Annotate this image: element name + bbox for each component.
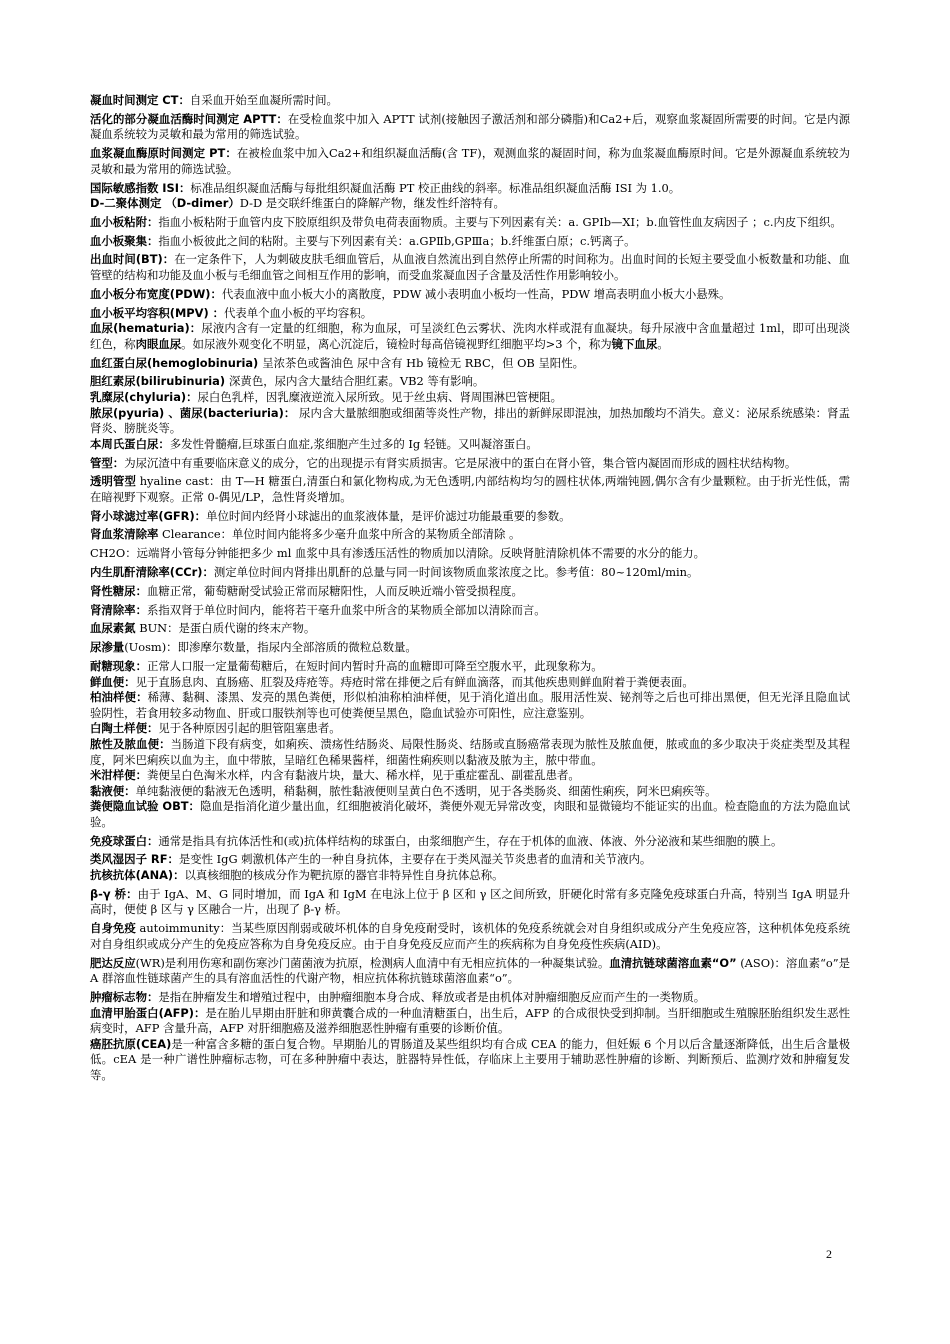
entry-renal-glucosuria — [90, 584, 850, 600]
entry-clay-stool — [90, 721, 850, 737]
entry-tumor-marker — [90, 990, 850, 1006]
entry-text: Clearance：单位时间内能将多少毫升血浆中所含的某物质全部清除 。 — [158, 527, 521, 542]
entry-text: autoimmunity：当某些原因削弱或破坏机体的自身免疫耐受时，该机体的免疫系统就会对自身组织或成分产生免疫应答，这种机体免疫系统对自身组织或成分产生的免疫应答称为自身免疫反应。由于自身免疫反应而产生的疾病称为自身免疫性疾病(AID)。 — [90, 921, 850, 951]
entry-uosm — [90, 640, 850, 656]
entry-term: 透明管型 — [90, 474, 136, 489]
entry-term: 血小板分布宽度(PDW)： — [90, 286, 222, 301]
entry-text: 正常人口服一定量葡萄糖后，在短时间内暂时升高的血糖即可降至空腹水平，此现象称为。 — [146, 658, 603, 673]
entry-cast — [90, 456, 850, 472]
entry-term: 癌胚抗原(CEA) — [90, 1036, 172, 1051]
entry-text: (WR)是利用伤寒和副伤寒沙门菌菌液为抗原，检测病人血清中有无相应抗体的一种凝集试验。 — [135, 955, 610, 970]
entry-term: 肿瘤标志物： — [90, 989, 159, 1004]
entry-term: 血小板粘附： — [90, 214, 159, 229]
entry-term: 血尿(hematuria)： — [90, 321, 202, 336]
entry-text: 系指双肾于单位时间内，能将若干毫升血浆中所含的某物质全部加以清除而言。 — [146, 602, 546, 617]
entry-afp — [90, 1006, 850, 1037]
entry-obt — [90, 799, 850, 830]
entry-term: 抗核抗体(ANA)： — [90, 868, 185, 883]
entry-text: 。如尿液外观变化不明显，离心沉淀后，镜检时每高倍镜视野红细胞平均>3 个，称为 — [181, 336, 612, 351]
entry-term: β-γ 桥： — [90, 886, 138, 901]
entry-text: 是指在肿瘤发生和增殖过程中，由肿瘤细胞本身合成、释放或者是由机体对肿瘤细胞反应而产生的一类物质。 — [158, 989, 706, 1004]
entry-aptt — [90, 112, 850, 143]
entry-text: 多发性骨髓瘤,巨球蛋白血症,浆细胞产生过多的 Ig 轻链。又叫凝溶蛋白。 — [169, 436, 538, 451]
entry-mpv — [90, 306, 850, 322]
entry-text: D-D 是交联纤维蛋白的降解产物，继发性纤溶特有。 — [239, 196, 505, 211]
entry-ana — [90, 868, 850, 884]
page-number: 2 — [826, 1247, 832, 1261]
entry-text: 以真核细胞的核成分作为靶抗原的器官非特异性自身抗体总称。 — [184, 868, 504, 883]
entry-term: 血尿素氮 — [90, 621, 136, 636]
entry-text: 呈浓茶色或酱油色 尿中含有 Hb 镜检无 RBC，但 OB 呈阳性。 — [262, 355, 584, 370]
entry-hematuria — [90, 321, 850, 352]
entry-term: 国际敏感指数 ISI： — [90, 180, 191, 195]
entry-term: 白陶土样便： — [90, 721, 159, 736]
entry-hemoglobinuria — [90, 356, 850, 372]
entry-text: 代表血液中血小板大小的离散度，PDW 减小表明血小板均一性高，PDW 增高表明血小板大小悬殊。 — [221, 286, 731, 301]
entry-term: 管型： — [90, 455, 125, 470]
entry-text: 是在胎儿早期由肝脏和卵黄囊合成的一种血清糖蛋白，出生后，AFP 的合成很快受到抑制。当肝细胞或生殖腺胚胎组织发生恶性病变时，AFP 含量升高，AFP 对肝细胞癌及滋养细胞恶性肿瘤有重要的诊断价值。 — [90, 1005, 850, 1036]
entry-term: 耐糖现象： — [90, 658, 147, 673]
entry-d-dimer — [90, 196, 850, 212]
entry-term: 本周氏蛋白尿： — [90, 436, 170, 451]
entry-hyaline-cast — [90, 474, 850, 505]
entry-term: 血小板聚集： — [90, 233, 159, 248]
entry-text: 指血小板粘附于血管内皮下胶原组织及带负电荷表面物质。主要与下列因素有关：a. GPⅠb—XI；b.血管性血友病因子 ；c.内皮下组织。 — [158, 214, 842, 229]
entry-text: 是变性 IgG 刺激机体产生的一种自身抗体，主要存在于类风湿关节炎患者的血清和关节液内。 — [178, 852, 652, 867]
entry-tarry-stool — [90, 690, 850, 721]
entry-term: 血清抗链球菌溶血素“O” — [609, 955, 737, 970]
entry-term: 活化的部分凝血活酶时间测定 APTT： — [90, 111, 288, 126]
entry-text: 是一种富含多糖的蛋白复合物。早期胎儿的胃肠道及某些组织均有合成 CEA 的能力，但妊娠 6 个月以后含量逐渐降低，出生后含量极低。cEA 是一种广谱性肿瘤标志物，可在多种肿瘤中表达，脏器特异性低，存临床上主要用于辅助恶性肿瘤的诊断、判断预后、监测疗效和肿瘤复发等。 — [90, 1036, 850, 1082]
entry-glucose-tolerance — [90, 659, 850, 675]
entry-term: 肾性糖尿： — [90, 583, 147, 598]
entry-mucus-stool — [90, 784, 850, 800]
entry-widal-aso — [90, 956, 850, 987]
entry-term: 肾血浆清除率 — [90, 527, 159, 542]
entry-text: 单纯黏液便的黏液无色透明，稍黏稠，脓性黏液便则呈黄白色不透明，见于各类肠炎、细菌性痢疾，阿米巴痢疾等。 — [135, 783, 717, 798]
entry-fresh-blood-stool — [90, 675, 850, 691]
entry-autoimmunity — [90, 921, 850, 952]
entry-text: 尿液内含有一定量的红细胞，称为血尿，可呈淡红色云雾状、洗肉水样或混有血凝块。每升尿液中含血量超过 1ml，即可出现淡红色，称 — [90, 321, 850, 351]
entry-rice-water-stool — [90, 768, 850, 784]
entry-text: 见于直肠息肉、直肠癌、肛裂及痔疮等。痔疮时常在排便之后有鲜血滴落，而其他疾患则鲜血附着于粪便表面。 — [135, 674, 694, 689]
entry-term: 血小板平均容积(MPV) ： — [90, 305, 225, 320]
document-body — [90, 93, 850, 1084]
entry-term: 肥达反应 — [90, 955, 136, 970]
entry-text: 见于各种原因引起的胆管阻塞患者。 — [158, 721, 341, 736]
entry-ch2o — [90, 546, 850, 562]
entry-term: 鲜血便： — [90, 674, 136, 689]
entry-text: 深黄色，尿内含大量结合胆红素。VB2 等有影响。 — [229, 374, 485, 389]
entry-text: 。 — [657, 336, 669, 351]
entry-pt — [90, 146, 850, 177]
entry-term: 自身免疫 — [90, 921, 136, 936]
entry-term: 脓尿(pyuria) 、菌尿(bacteriuria)： — [90, 405, 296, 420]
entry-isi — [90, 181, 850, 197]
entry-rf — [90, 852, 850, 868]
entry-term: 尿渗量 — [90, 640, 125, 655]
entry-term: 粪便隐血试验 OBT： — [90, 799, 200, 814]
entry-text: CH2O：远端肾小管每分钟能把多少 ml 血浆中具有渗透压活性的物质加以清除。反映肾脏清除机体不需要的水分的能力。 — [90, 546, 706, 561]
entry-text: 隐血是指消化道少量出血，红细胞被消化破坏，粪便外观无异常改变，肉眼和显微镜均不能证实的出血。检查隐血的方法为隐血试验。 — [90, 799, 850, 829]
entry-text: 在受检血浆中加入 APTT 试剂(接触因子激活剂和部分磷脂)和Ca2+后，观察血浆凝固所需要的时间。它是内源凝血系统较为灵敏和最为常用的筛选试验。 — [90, 111, 850, 142]
entry-platelet-aggregation — [90, 234, 850, 250]
entry-text: 标准品组织凝血活酶与每批组织凝血活酶 PT 校正曲线的斜率。标准品组织凝血活酶 ISI 为 1.0。 — [190, 180, 681, 195]
entry-text: 通常是指具有抗体活性和(或)抗体样结构的球蛋白，由浆细胞产生，存在于机体的血液、体液、外分泌液和某些细胞的膜上。 — [158, 833, 783, 848]
entry-text: 测定单位时间内肾排出肌酐的总量与同一时间该物质血浆浓度之比。参考值：80~120ml/min。 — [213, 565, 699, 580]
entry-text: 自采血开始至血凝所需时间。 — [189, 93, 338, 107]
entry-term: 凝血时间测定 CT： — [90, 93, 190, 107]
entry-term: 胆红素尿(bilirubinuria) — [90, 374, 230, 389]
entry-term: 柏油样便： — [90, 690, 148, 705]
entry-beta-gamma-bridge — [90, 887, 850, 918]
entry-bence-jones — [90, 437, 850, 453]
entry-clearance — [90, 527, 850, 543]
entry-pus-blood-stool — [90, 737, 850, 768]
entry-text: 在被检血浆中加入Ca2+和组织凝血活酶(含 TF)，观测血浆的凝固时间，称为血浆凝血酶原时间。它是外源凝血系统较为灵敏和最为常用的筛选试验。 — [90, 146, 850, 176]
entry-chyluria — [90, 390, 850, 406]
entry-gfr — [90, 509, 850, 525]
entry-text: 在一定条件下，人为刺破皮肤毛细血管后，从血液自然流出到自然停止所需的时间称为。出血时间的长短主要受血小板数量和功能、血管壁的结构和功能及血小板与毛细血管之间相互作用的影响，而受血浆凝血因子含量及活性作用影响较小。 — [90, 252, 850, 283]
entry-term: 免疫球蛋白： — [90, 833, 159, 848]
entry-term: 类风湿因子 RF： — [90, 852, 179, 867]
entry-term: 血清甲胎蛋白(AFP)： — [90, 1005, 206, 1020]
entry-ct — [90, 93, 850, 109]
entry-text: hyaline cast：由 T—H 糖蛋白,清蛋白和氯化物构成,为无色透明,内部结构均匀的圆柱状体,两端钝圆,偶尔含有少量颗粒。由于折光性低，需在暗视野下观察。正常 0-偶见/LP，急性肾炎增加。 — [90, 474, 850, 504]
entry-term: 米泔样便： — [90, 768, 147, 783]
entry-text: 当肠道下段有病变，如痢疾、溃疡性结肠炎、局限性肠炎、结肠或直肠癌常表现为脓性及脓血便，脓或血的多少取决于炎症类型及其程度，阿米巴痢疾以血为主，血中带脓，呈暗红色稀果酱样，细菌性痢疾则以黏液及脓为主，脓中带血。 — [90, 736, 850, 767]
entry-text: 为尿沉渣中有重要临床意义的成分，它的出现提示有肾实质损害。它是尿液中的蛋白在肾小管，集合管内凝固而形成的圆柱状结构物。 — [124, 455, 797, 470]
entry-immunoglobulin — [90, 834, 850, 850]
entry-term: 肾小球滤过率(GFR)： — [90, 508, 207, 523]
entry-text: 尿白色乳样，因乳糜液逆流入尿所致。见于丝虫病、肾周围淋巴管梗阻。 — [197, 389, 562, 404]
entry-term: 黏液便： — [90, 783, 136, 798]
entry-bun — [90, 621, 850, 637]
entry-cea — [90, 1037, 850, 1084]
entry-term: 血浆凝血酶原时间测定 PT： — [90, 146, 237, 161]
entry-renal-clearance — [90, 603, 850, 619]
entry-text: 粪便呈白色淘米水样，内含有黏液片块，量大、稀水样，见于重症霍乱、副霍乱患者。 — [146, 768, 580, 783]
entry-term: 乳糜尿(chyluria)： — [90, 389, 198, 404]
entry-platelet-adhesion — [90, 215, 850, 231]
entry-pdw — [90, 287, 850, 303]
entry-ccr — [90, 565, 850, 581]
entry-term: 脓性及脓血便： — [90, 736, 171, 751]
entry-text: 尿内含大量脓细胞或细菌等炎性产物，排出的新鲜尿即混浊，加热加酸均不消失。意义：泌尿系统感染：肾盂肾炎、膀胱炎等。 — [90, 405, 850, 436]
entry-text: 单位时间内经肾小球滤出的血浆液体量，是评价滤过功能最重要的参数。 — [206, 508, 571, 523]
entry-bleeding-time — [90, 252, 850, 283]
entry-term: D-二聚体测定 （D-dimer） — [90, 196, 240, 211]
entry-text: 由于 IgA、M、G 同时增加，而 IgA 和 IgM 在电泳上位于 β 区和 γ 区之间所致，肝硬化时常有多克隆免疫球蛋白升高，特别当 IgA 明显升高时，便使 β 区与 γ 区融合一片，出现了 β-γ 桥。 — [90, 886, 850, 917]
entry-pyuria — [90, 406, 850, 437]
entry-term: 内生肌酐清除率(CCr)： — [90, 565, 214, 580]
entry-text: (Uosm)：即渗摩尔数量，指尿内全部溶质的微粒总数量。 — [124, 640, 417, 655]
entry-text: 代表单个血小板的平均容积。 — [224, 305, 373, 320]
entry-bilirubinuria — [90, 374, 850, 390]
entry-term: 血红蛋白尿(hemoglobinuria) — [90, 355, 263, 370]
entry-term: 肉眼血尿 — [135, 336, 182, 351]
entry-term: 镜下血尿 — [611, 336, 658, 351]
entry-text: 指血小板彼此之间的粘附。主要与下列因素有关：a.GPⅡb,GPⅢa；b.纤维蛋白原；c.钙离子。 — [158, 233, 636, 248]
entry-term: 出血时间(BT)： — [90, 252, 175, 267]
entry-text: BUN：是蛋白质代谢的终末产物。 — [135, 621, 316, 636]
entry-text: (ASO)：溶血素“o”是 A 群溶血性链球菌产生的具有溶血活性的代谢产物，相应抗体称抗链球菌溶血素“o”。 — [90, 955, 850, 986]
entry-text: 稀薄、黏稠、漆黑、发亮的黑色粪便，形似柏油称柏油样便，见于消化道出血。服用活性炭、铋剂等之后也可排出黑便，但无光泽且隐血试验阴性，若食用较多动物血、肝或口服铁剂等也可使粪便呈黑色，隐血试验亦可阳性，应注意鉴别。 — [90, 690, 850, 720]
entry-text: 血糖正常，葡萄糖耐受试验正常而尿糖阳性，人而反映近端小管受损程度。 — [146, 583, 523, 598]
entry-term: 肾清除率： — [90, 602, 147, 617]
